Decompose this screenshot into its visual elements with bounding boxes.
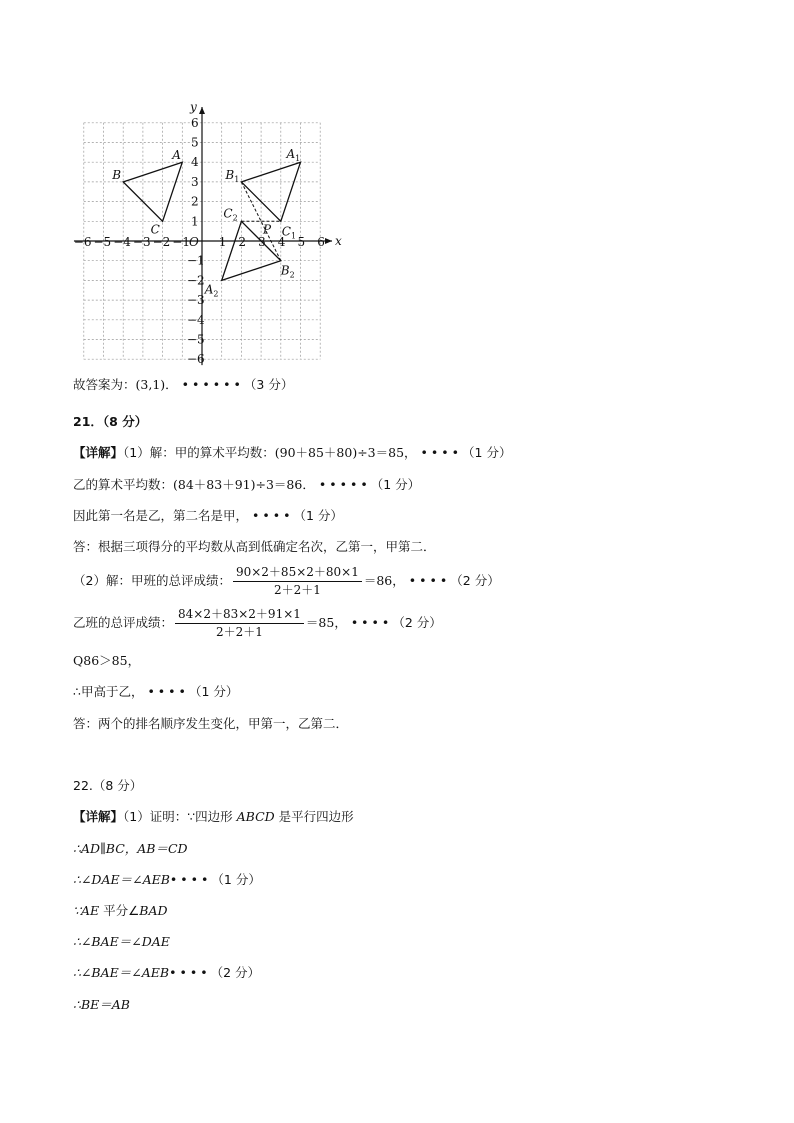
- point-label-b: B: [112, 167, 122, 182]
- solution-text: 乙的算术平均数：: [73, 477, 174, 492]
- score-dots: •••••: [318, 477, 371, 492]
- point-label-a: A: [172, 148, 181, 163]
- coordinate-grid: [68, 88, 358, 368]
- proof-line: [73, 933, 170, 951]
- proof-line: [73, 964, 260, 982]
- y-tick-label: −6: [187, 352, 205, 367]
- origin-label: O: [189, 235, 199, 249]
- proof-line: [73, 902, 168, 920]
- point-label-p: P: [262, 222, 272, 237]
- solution-text: （2）解：甲班的总评成绩：: [73, 573, 231, 588]
- comma: ，: [392, 573, 405, 588]
- triangle-a2b2c2: [222, 221, 281, 280]
- answer-line: [73, 376, 293, 394]
- formula: ∴∠BAE＝∠AEB: [73, 965, 170, 980]
- point-label-subscript: 2: [289, 270, 295, 280]
- x-tick-label: −2: [152, 235, 171, 249]
- proof-text: 是平行四边形: [274, 809, 354, 824]
- point-label-c1: $C_1$: [281, 224, 297, 241]
- comma: ，: [404, 445, 417, 460]
- formula: ∴∠DAE＝∠AEB: [73, 872, 170, 887]
- x-axis-label: x: [334, 234, 342, 248]
- period: ．: [302, 477, 315, 492]
- score-dots: ••••: [169, 872, 212, 887]
- y-tick-label: 5: [191, 135, 199, 150]
- solution-line: [73, 564, 500, 599]
- y-tick-label: −4: [187, 312, 205, 327]
- x-tick-label: −4: [113, 235, 131, 249]
- answer-text: 答：根据三项得分的平均数从高到低确定名次，乙第一，甲第二．: [73, 539, 436, 554]
- answer-line: [73, 715, 348, 733]
- point-label-subscript: 1: [234, 174, 240, 184]
- proof-line: [73, 840, 188, 858]
- detail-label: 【详解】: [73, 809, 124, 824]
- proof-text: （1）证明：∵四边形: [123, 809, 237, 824]
- comma: ，: [334, 615, 347, 630]
- solution-line: [73, 476, 420, 494]
- score-mark: （2 分）: [210, 965, 261, 980]
- answer-coordinate: (3,1): [135, 377, 166, 392]
- y-tick-label: 1: [191, 214, 199, 229]
- point-label-a2: $A_2$: [204, 282, 219, 299]
- solution-text: ∴甲高于乙，: [73, 684, 144, 699]
- score-dots: ••••: [420, 445, 463, 460]
- x-tick-label: 1: [218, 235, 227, 249]
- y-tick-label: −5: [187, 332, 205, 347]
- answer-text: 故答案为：: [73, 377, 136, 392]
- proof-text: 平分∠: [99, 903, 140, 918]
- y-tick-label: −1: [187, 253, 205, 268]
- x-tick-label: −6: [73, 235, 92, 249]
- question-21-heading: [73, 413, 147, 431]
- score-mark: （1 分）: [211, 872, 261, 887]
- proof-line: [73, 871, 261, 889]
- question-number: 21．（8 分）: [73, 414, 148, 429]
- x-tick-label: 3: [258, 235, 266, 249]
- x-tick-label: −1: [172, 235, 191, 249]
- y-tick-label: −3: [187, 293, 205, 308]
- point-label-subscript: 1: [295, 154, 301, 164]
- solution-text: 乙班的总评成绩：: [73, 615, 174, 630]
- point-label-subscript: 2: [213, 289, 219, 299]
- question-number: 22.（8 分）: [73, 778, 143, 793]
- formula: (84＋83＋91)÷3＝86: [173, 477, 303, 492]
- y-tick-label: 6: [191, 115, 199, 130]
- x-tick-label: 2: [238, 235, 247, 249]
- score-dots: ••••••: [181, 377, 244, 392]
- answer-text: 答：两个的排名顺序发生变化，甲第一，乙第二．: [73, 716, 349, 731]
- y-tick-label: −2: [187, 273, 205, 288]
- formula: ∴AD∥BC，AB＝CD: [73, 841, 188, 856]
- answer-line: [73, 538, 436, 556]
- x-tick-label: 5: [297, 235, 306, 249]
- formula: ∴BE＝AB: [73, 997, 130, 1012]
- score-dots: ••••: [350, 615, 393, 630]
- proof-line: [73, 808, 354, 826]
- comma: ，: [127, 653, 141, 668]
- formula: ＝85: [305, 615, 335, 630]
- x-tick-label: −5: [93, 235, 112, 249]
- solution-line: [73, 606, 442, 641]
- score-dots: ••••: [252, 508, 294, 523]
- fraction-denominator: 2＋2＋1: [273, 583, 321, 597]
- triangle-abc: [123, 162, 182, 221]
- fraction: [233, 564, 362, 599]
- fraction-numerator: 90×2＋85×2＋80×1: [233, 564, 362, 582]
- coordinate-figure: [68, 88, 358, 368]
- score-dots: ••••: [169, 965, 211, 980]
- y-tick-label: 2: [191, 194, 199, 209]
- solution-line: [73, 444, 511, 462]
- math-variable: ABCD: [236, 809, 275, 824]
- solution-line: [73, 507, 343, 525]
- point-label-subscript: 1: [290, 231, 297, 241]
- fraction-denominator: 2＋2＋1: [216, 625, 263, 639]
- y-tick-label: 4: [191, 155, 199, 170]
- formula: ＝86: [363, 573, 393, 588]
- solution-text: （1）解：甲的算术平均数：: [123, 445, 275, 460]
- detail-label: 【详解】: [73, 445, 124, 460]
- score-mark: （1 分）: [188, 684, 239, 699]
- period: ．: [165, 377, 178, 392]
- score-mark: （3 分）: [243, 377, 294, 392]
- score-mark: （1 分）: [462, 445, 512, 460]
- score-mark: （2 分）: [392, 615, 442, 630]
- formula: Q86＞85: [73, 653, 128, 668]
- proof-line: [73, 996, 130, 1014]
- formula: ∴∠BAE＝∠DAE: [73, 934, 170, 949]
- score-mark: （1 分）: [293, 508, 343, 523]
- y-tick-label: 3: [191, 174, 199, 189]
- triangle-a1b1c1: [241, 162, 300, 221]
- y-axis-label: y: [190, 99, 197, 114]
- math-variable: BAD: [139, 903, 168, 918]
- question-22-heading: [73, 777, 142, 795]
- fraction: [175, 606, 304, 641]
- x-tick-label: 6: [317, 235, 325, 249]
- formula: (90＋85＋80)÷3＝85: [274, 445, 405, 460]
- point-label-b1: $B_1$: [225, 167, 240, 184]
- solution-line: [73, 652, 140, 670]
- point-label-subscript: 2: [232, 213, 238, 223]
- score-dots: ••••: [147, 684, 189, 699]
- x-axis-arrow: [325, 238, 332, 244]
- score-dots: ••••: [408, 573, 451, 588]
- point-label-c2: $C_2$: [223, 206, 238, 223]
- y-axis-arrow: [199, 107, 205, 114]
- score-mark: （1 分）: [370, 477, 421, 492]
- score-mark: （2 分）: [450, 573, 500, 588]
- x-tick-label: 4: [277, 235, 286, 249]
- point-label-c: C: [150, 222, 160, 237]
- formula: ∵AE: [73, 903, 100, 918]
- solution-text: 因此第一名是乙，第二名是甲，: [73, 508, 249, 523]
- point-label-a1: $A_1$: [286, 147, 301, 164]
- fraction-numerator: 84×2＋83×2＋91×1: [175, 606, 304, 624]
- solution-line: [73, 683, 238, 701]
- point-label-b2: $B_2$: [280, 263, 295, 280]
- x-tick-label: −3: [132, 235, 151, 249]
